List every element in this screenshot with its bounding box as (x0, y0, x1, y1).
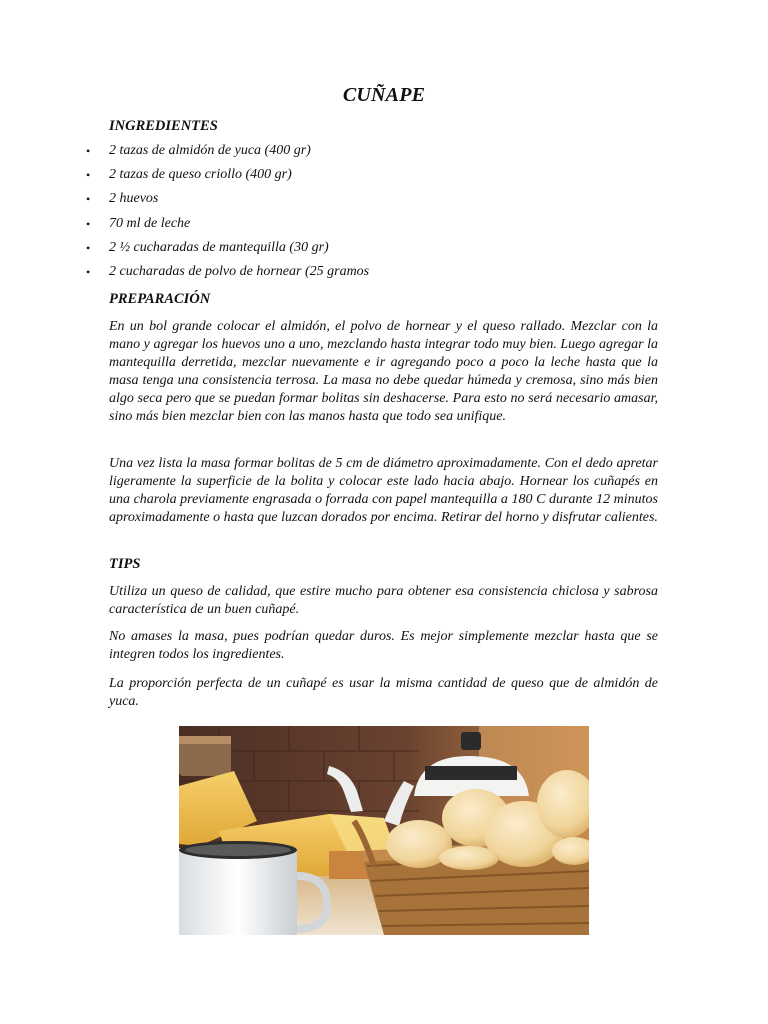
cunape-photo-illustration (179, 726, 589, 935)
tip-paragraph: La proporción perfecta de un cuñapé es usar la misma cantidad de queso que de almidón de yuca. (109, 676, 658, 709)
list-item (0, 238, 768, 262)
list-item (0, 214, 768, 238)
bullet-icon: • (86, 264, 91, 279)
ingredient-text: 2 ½ cucharadas de mantequilla (30 gr) (109, 239, 329, 255)
list-item (0, 189, 768, 213)
ingredients-list (0, 141, 768, 286)
recipe-title: CUÑAPE (342, 84, 426, 106)
ingredient-text: 2 tazas de queso criollo (400 gr) (109, 167, 292, 183)
tips-heading: TIPS (109, 556, 141, 572)
cunape-photo (179, 726, 589, 935)
bullet-icon: • (86, 168, 91, 183)
ingredient-text: 2 cucharadas de polvo de hornear (25 gramos (109, 263, 370, 279)
preparation-paragraph: Una vez lista la masa formar bolitas de 5 cm de diámetro aproximadamente. Con el dedo apretar ligeramente la superficie de la bolita y colocar este lado hacia abajo. Hornear los cuñapés en una charola previamente engrasada o forrada con papel mantequilla a 180 C durante 12 minutos aproximadamente o hasta que luzcan dorados por encima. Retirar del horno y disfrutar calientes. (109, 456, 658, 525)
preparation-paragraph: En un bol grande colocar el almidón, el polvo de hornear y el queso rallado. Mezclar con la mano y agregar los huevos uno a uno, mezclando hasta integrar todo muy bien. Luego agregar la mantequilla derretida, mezclar nuevamente e ir agregando poco a poco la leche hasta que la masa tenga una consistencia terrosa. La masa no debe quedar húmeda y cremosa, sino más bien algo seca pero que se puedan formar bolitas sin deshacerse. Para esto no será necesario amasar, sino más bien mezclar bien con las manos hasta que todo sea unifique. (109, 319, 658, 424)
bullet-icon: • (86, 216, 91, 231)
preparation-heading: PREPARACIÓN (109, 291, 211, 307)
ingredient-text: 2 tazas de almidón de yuca (400 gr) (109, 143, 311, 158)
tip-paragraph: No amases la masa, pues podrían quedar duros. Es mejor simplemente mezclar hasta que se integren todos los ingredientes. (109, 629, 658, 662)
bullet-icon: • (86, 240, 91, 255)
list-item (0, 141, 768, 165)
ingredient-text: 70 ml de leche (109, 215, 191, 231)
list-item (0, 262, 768, 286)
tip-paragraph: Utiliza un queso de calidad, que estire mucho para obtener esa consistencia chiclosa y sabrosa característica de un buen cuñapé. (109, 584, 658, 617)
ingredient-text: 2 huevos (109, 191, 159, 207)
list-item (0, 165, 768, 189)
bullet-icon: • (86, 144, 91, 158)
bullet-icon: • (86, 192, 91, 207)
ingredients-heading: INGREDIENTES (109, 118, 218, 134)
